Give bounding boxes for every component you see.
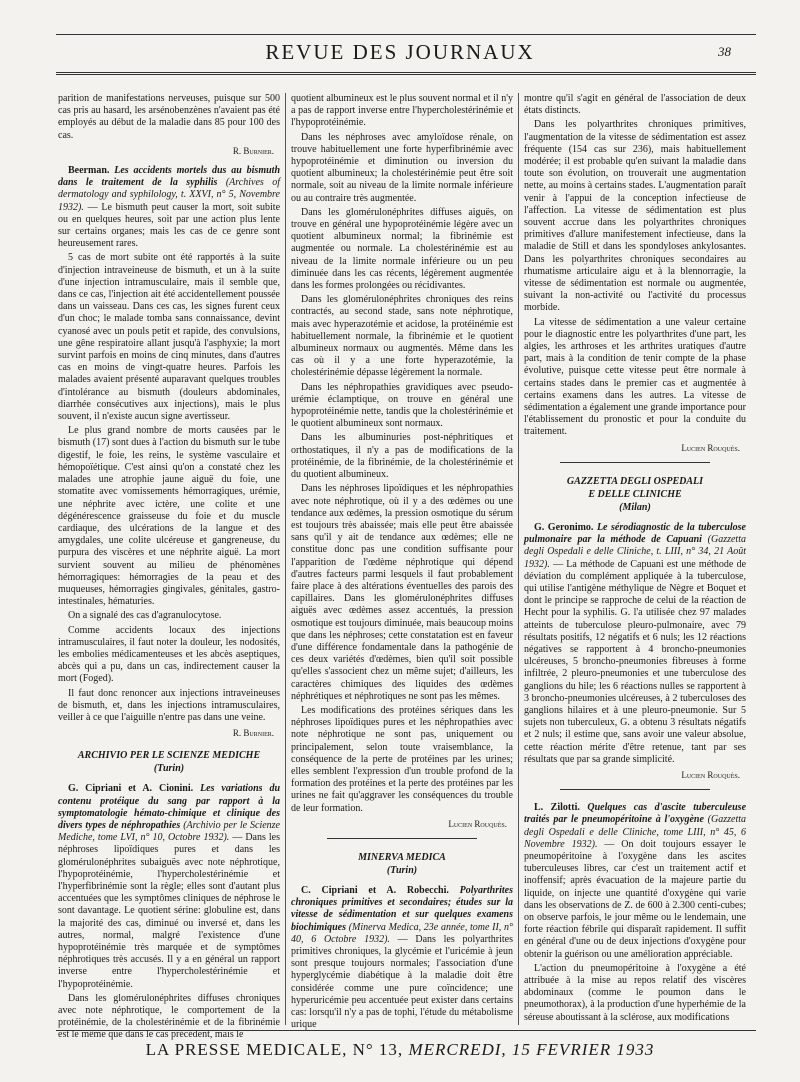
paragraph: L'action du pneumopéritoine à l'oxygène a été attribuée à la mise au repos relatif des viscères abdominaux (comme le poumon dans le pneumothorax), à la production d'une hyperhémie de la séreuse aboutissant à la sclérose, aux modifications xyxy=(524,962,746,1023)
article-source: (Gazzetta degli Ospedali e delle Cliniche, t. LIII, n° 34, 21 Août 1932). xyxy=(524,534,746,570)
footer-journal: LA PRESSE MEDICALE, N° 13, xyxy=(145,1040,404,1059)
header-top-rule xyxy=(56,34,756,35)
article-beerman xyxy=(58,165,280,250)
signature: Lucien Rouquès. xyxy=(681,769,740,780)
paragraph: On a signalé des cas d'agranulocytose. xyxy=(68,610,222,622)
article-text: — Dans les néphroses lipoïdiques pures et dans les glomérulonéphrites subaiguës avec note néphrotique, l'hypoprotéinémie, l'hypercholestérinémie et l'hyperfibrinémie sont la règle; elles sont d'autant plus accentuées que les symptômes cliniques de néphrose le sont davantage. Le quotient sérine: globuline est, dans la majorité des cas, diminué ou inversé et, dans les autres, normal, malgré l'existence d'une hypoprotéinémie très marquée et de symptômes néphrotiques très accusés. Il y a en général un rapport inverse entre l'hypercholestérinémie et l'hypoprotéinémie. xyxy=(58,832,280,990)
section-title-line2: E DELLE CLINICHE xyxy=(588,488,682,500)
paragraph: Dans les néphroses lipoïdiques et les néphropathies avec note néphrotique, où il y a des œdèmes ou une tendance aux œdèmes, la pression osmotique du sérum est toujours très abaissée; mais elle peut être abaissée sans qu'il y ait de tendance aux œdèmes; elle ne constitue donc pas une condition suffisante pour l'apparition de l'œdème néphrotique qui dépend d'autres facteurs parmi lesquels il faut probablement faire place à des altérations éventuelles des parois des capillaires. Dans les glomérulonéphrites diffuses aiguës avec œdèmes assez accentués, la pression osmotique est toujours diminuée, mais beaucoup moins que dans les néphroses; cette constatation est en faveur d'une différence fondamentale dans la pathogénie de ces deux variétés d'œdèmes, bien qu'il soit possible qu'elles s'associent chez un même sujet; d'ailleurs, les caractères chimiques des liquides des œdèmes néphrétiques et néphrotiques ne sont pas les mêmes. xyxy=(291,483,513,702)
page-number: 38 xyxy=(718,44,731,59)
article-cipriani-robecchi xyxy=(291,885,513,1031)
paragraph: Dans les polyarthrites chroniques primitives, l'augmentation de la vitesse de sédimentation est assez fréquente (154 cas sur 236), mais habituellement modérée; il est probable qu'en suivant la maladie dans toute son évolution, on trouverait une augmentation nette, au moins à certains stades. L'augmentation paraît venir à l'appui de la conception infectieuse de l'affection. La vitesse de sédimentation est plus souvent accrue dans les polyarthrites chroniques primitives d'allure manifestement infectieuse, dans la maladie de Still et dans les spondyloses ankylosantes. Dans les polyarthrites chroniques secondaires au rhumatisme articulaire aigu et à la blennorragie, la vitesse de sédimentation est normale ou augmentée, suivant la non-activité ou l'activité du processus morbide. xyxy=(524,119,746,314)
column-separator-1 xyxy=(285,93,286,1025)
paragraph: Dans les glomérulonéphrites diffuses aiguës, on trouve en général une hypoprotéinémie légère avec un quotient albumineux normal; la fibrinémie est augmentée ou normale. La cholestérinémie est au niveau de la limite normale inférieure ou un peu diminuée dans les cas récents, légèrement augmentée dans les formes prolongées ou récidivantes. xyxy=(291,206,513,292)
article-text: — La méthode de Capuani est une méthode de déviation du complément appliquée à la tuberculose, qui utilise l'antigène méthylique de Nègre et Boquet et dont le principe se rapproche de celui de la réaction de Hecht pour la syphilis. G. l'a utilisée chez 97 malades atteints de tuberculose pleuro-pulmonaire, avec 79 résultats positifs, 12 négatifs et 6 nuls; les 12 réactions négatives se rapportent à 4 broncho-pneumonies ulcéreuses, 5 broncho-pneumonies fibreuses à forme infiltrée, 2 pleuro-pneumonies et une tuberculose des ganglions du hile; les 6 réactions nulles se rapportent à 3 broncho-pneumonies ulcéreuses, à 2 tuberculoses des ganglions hilaires et à une pleuro-pneumonie. Sur 5 sujets non tuberculeux, G. a obtenu 3 résultats négatifs et 2 nuls; il estime que, sans avoir une valeur absolue, cette réaction mérite d'être retenue, tant par ses résultats que par sa grande simplicité. xyxy=(524,558,747,765)
section-title: MINERVA MEDICA xyxy=(358,851,446,863)
article-zilotti xyxy=(524,802,746,961)
article-source: (Minerva Medica, 23e année, tome II, n° 40, 6 Octobre 1932). xyxy=(291,921,514,945)
article-author: Beerman. xyxy=(68,165,110,177)
paragraph: Il faut donc renoncer aux injections intraveineuses de bismuth, et, dans les injections intramusculaires, veiller à ce que l'aiguille n'entre pas dans une veine. xyxy=(58,687,280,723)
paragraph: Dans les albuminuries post-néphritiques et orthostatiques, il n'y a pas de modifications de la protéinémie, de la fibrinémie, de la cholestérinémie et du quotient albumineux. xyxy=(291,432,513,481)
article-divider xyxy=(560,789,710,790)
article-author: C. Cipriani et A. Robecchi. xyxy=(301,884,449,896)
column-separator-2 xyxy=(518,93,519,1025)
page-footer xyxy=(0,1040,800,1060)
article-text: — Dans les polyarthrites primitives chroniques, la glycémie et l'uricémie à jeun sont presque toujours normales; l'association d'une hyperglycémie diabétique à la maladie doit être considérée comme une pure coïncidence; une hyperuricémie peu accentuée peut exister dans certains cas: lorsqu'il n'y a pas de tophi, l'étude du métabolisme urique xyxy=(291,933,514,1031)
article-text: — On doit toujours essayer le pneumopéritoine à l'oxygène dans les ascites tuberculeuses libres, car c'est un traitement actif et inoffensif; après évacuation de la majeure partie du liquide, on injecte une quantité d'oxygène qui varie dans les observations de Z. de 600 à 2.300 centi-cubes; on observe parfois, le jour même ou le lendemain, une forte réaction fébrile qui disparaît rapidement. Il suffit en général d'une ou de deux injections d'oxygène pour obtenir la guérison ou une amélioration appréciable. xyxy=(524,838,746,960)
section-heading xyxy=(524,475,746,514)
section-title: ARCHIVIO PER LE SCIENZE MEDICHE xyxy=(77,750,261,762)
article-title: Quelques cas d'ascite tuberculeuse traités par le pneumopéritoine à l'oxygène xyxy=(524,802,747,826)
paragraph: Dans les glomérulonéphrites diffuses chroniques avec note néphrotique, le comportement de la protéinémie, de la cholestérinémie et de la fibrinémie est le même que dans le cas précédent, mais le xyxy=(58,992,280,1041)
article-source: (Gazzetta degli Ospedali e delle Cliniche, tome LIII, n° 45, 6 Novembre 1932). xyxy=(524,814,747,850)
footer-rule xyxy=(56,1030,756,1031)
paragraph: Comme accidents locaux des injections intramusculaires, il faut noter la douleur, les nodosités, les embolies médicamenteuses et les abcès aseptiques, abcès qui a pu, dans un cas, indirectement causer la mort (Foged). xyxy=(58,624,280,685)
article-title: Les accidents mortels dus au bismuth dans le traitement de la syphilis xyxy=(58,165,281,189)
article-source: (Archivio per le Scienze Mediche, tome LVI, n° 10, Octobre 1932). xyxy=(58,819,280,844)
signature: Lucien Rouquès. xyxy=(448,818,507,829)
section-city: (Turin) xyxy=(153,763,185,775)
section-divider xyxy=(327,838,477,839)
article-title: Le sérodiagnostic de la tuberculose pulmonaire par la méthode de Capuani xyxy=(524,521,746,546)
article-title: Les variations du contenu protéique du sang par rapport à la symptomatologie hémato-chimique et clinique des divers types de néphropathies xyxy=(58,783,281,831)
paragraph: Le plus grand nombre de morts causées par le bismuth (17) sont dues à l'action du bismuth sur le tube digestif, le foie, les reins, le système vasculaire et hémopoïétique. C'est ainsi qu'on a constaté chez les malades une atrophie jaune aiguë du foie, une stomatite avec vomissements hémorragiques, urémie, une néphrite avec ictère, une colite et une dégénérescence graisseuse du foie et du muscle cardiaque, des ulcérations de la langue et des amygdales, une colite ulcéreuse et gangreneuse, du purpura des viscères et une néphrite aiguë. La mort survient souvent au milieu de phénomènes hémorragiques: hémorragies de la peau et des muqueuses, hémorragies gingivales, génitales, gastro-intestinales, hématuries. xyxy=(58,425,280,608)
section-heading xyxy=(58,749,280,775)
paragraph: 5 cas de mort subite ont été rapportés à la suite d'injection intraveineuse de bismuth, et un à la suite d'une injection intramusculaire, mais il semble que, dans ce cas, l'injection ait été accidentellement poussée dans un vaisseau. Dans ces cas, les signes furent ceux d'un choc; le malade tomba sans connaissance, devint cyanosé avec un pouls petit et rapide, des convulsions, une gêne respiratoire allant jusqu'à l'asphyxie; la mort survint parfois en moins de cinq minutes, dans d'autres cas en moins de vingt-quatre heures. Parfois les malades avaient présenté auparavant quelques troubles d'intolérance au bismuth (douleurs abdominales, diarrhée consécutives aux injections), mais le plus souvent, il n'existe aucun signe avertisseur. xyxy=(58,252,280,423)
article-author: G. Geronimo. xyxy=(534,521,594,533)
signature: R. Burnier. xyxy=(232,728,274,739)
signature: Lucien Rouquès. xyxy=(681,442,740,453)
article-geronimo xyxy=(524,522,746,766)
section-city: (Turin) xyxy=(386,864,418,876)
paragraph: Dans les glomérulonéphrites chroniques des reins contractés, au second stade, sans note néphrotique, mais avec hyperazotémie et acidose, la protéinémie est habituellement normale, la fibrinémie et le quotient albumineux normaux ou augmentés. Même dans les cas où il y a une forte hyperazotémie, la cholestérinémie dépasse légèrement la normale. xyxy=(291,294,513,379)
page-title: REVUE DES JOURNAUX xyxy=(265,40,535,64)
section-city: (Milan) xyxy=(619,501,651,513)
header-bottom-rule xyxy=(56,72,756,75)
paragraph: La vitesse de sédimentation a une valeur certaine pour le diagnostic entre les polyarthrites d'une part, les algies, les arthroses et les arthrites uratiques d'autre part, mais à la condition de tenir compte de la phase évolutive, puisque cette vitesse peut être normale à certains stades dans le premier cas et augmentée à certains examens dans les autres. La vitesse de sédimentation a également une grande importance pour l'établissement du pronostic et pour la conduite du traitement. xyxy=(524,316,746,438)
article-author: L. Zilotti. xyxy=(534,802,580,814)
section-divider xyxy=(560,462,710,463)
article-text: — Le bismuth peut causer la mort, soit subite ou en quelques heures, soit par une action plus lente sur certains organes; mais les cas de ce genre sont heureusement rares. xyxy=(58,201,281,250)
section-heading xyxy=(291,851,513,877)
column-1 xyxy=(58,93,281,1041)
footer-date: MERCREDI, 15 FEVRIER 1933 xyxy=(408,1040,655,1059)
article-cipriani-cionini xyxy=(58,783,280,990)
paragraph: Dans les néphroses avec amyloïdose rénale, on trouve habituellement une forte hyperfibrinémie avec hypoprotéinémie et diminution ou inversion du quotient albumineux; la cholestérinémie peut être soit normale, soit au niveau de la limite normale inférieure ou au contraire très augmentée. xyxy=(291,131,513,204)
paragraph: Dans les néphropathies gravidiques avec pseudo-urémie éclamptique, on trouve en général une hypoprotéinémie nette, tandis que la cholestérinémie et le quotient albumineux sont normaux. xyxy=(291,381,513,430)
column-2 xyxy=(291,93,514,1031)
paragraph: parition de manifestations nerveuses, puisque sur 500 cas pris au hasard, les arsénobenzènes n'avaient pas été employés au début de la maladie dans 85 pour 100 des cas. xyxy=(58,93,280,141)
article-title: Polyarthrites chroniques primitives et secondaires; études sur la vitesse de sédimentation et sur quelques examens biochimiques xyxy=(291,884,514,933)
paragraph: Les modifications des protéines sériques dans les néphroses lipoïdiques pures et les néphropathies avec note néphrotique ne sont pas, uniquement ou principalement, selon toute vraisemblance, la conséquence de la perte de protéines par les urines; elles semblent l'expression d'un trouble profond de la formation des protéines et la perte des protéines par les urines ne fait qu'aggraver les conséquences du trouble de leur formation. xyxy=(291,704,513,814)
paragraph: quotient albumineux est le plus souvent normal et il n'y a pas de rapport inverse entre l'hypercholestérinémie et l'hypoprotéinémie. xyxy=(291,93,513,129)
article-source: (Archives of dermatology and syphilology, t. XXVI, n° 5, Novembre 1932). xyxy=(58,177,280,213)
article-author: G. Cipriani et A. Cionini. xyxy=(68,783,194,795)
signature: R. Burnier. xyxy=(232,145,274,156)
paragraph: montre qu'il s'agit en général de l'association de deux états distincts. xyxy=(524,93,746,117)
column-3 xyxy=(524,93,746,1023)
section-title: GAZZETTA DEGLI OSPEDALI xyxy=(566,475,704,487)
